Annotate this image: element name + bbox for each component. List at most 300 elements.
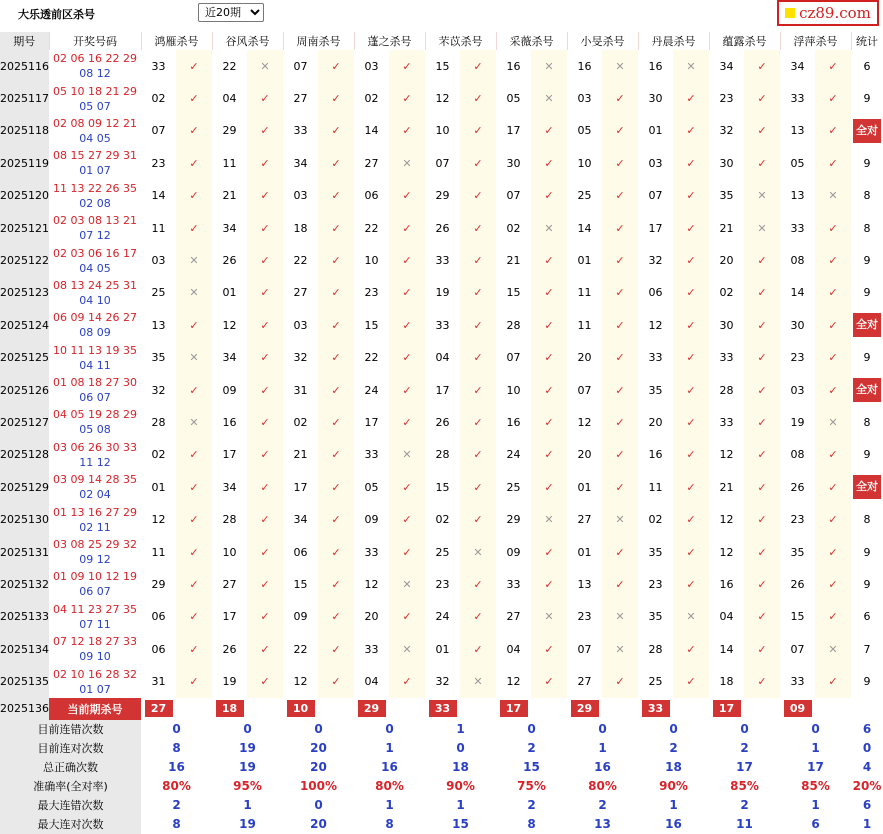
kill-number: 01 bbox=[567, 471, 602, 503]
summary-value: 19 bbox=[239, 817, 256, 832]
current-kill-number: 09 bbox=[784, 700, 812, 717]
table-row bbox=[0, 309, 883, 341]
kill-number: 01 bbox=[567, 536, 602, 568]
summary-value: 0 bbox=[385, 722, 394, 737]
check-icon: ✓ bbox=[318, 147, 354, 179]
check-icon: ✓ bbox=[176, 180, 212, 212]
summary-value: 1 bbox=[385, 741, 394, 756]
draw-numbers-cell bbox=[49, 471, 141, 503]
kill-number: 07 bbox=[496, 342, 531, 374]
cross-icon: ✕ bbox=[176, 342, 212, 374]
table-row bbox=[0, 471, 883, 503]
current-kill-number: 29 bbox=[571, 700, 599, 717]
current-kill-spacer bbox=[815, 698, 851, 720]
check-icon: ✓ bbox=[389, 244, 425, 276]
check-icon: ✓ bbox=[815, 115, 851, 147]
check-icon: ✓ bbox=[815, 244, 851, 276]
check-icon: ✓ bbox=[389, 503, 425, 535]
check-icon: ✓ bbox=[389, 536, 425, 568]
check-icon: ✓ bbox=[460, 503, 496, 535]
all-correct-badge: 全对 bbox=[853, 475, 881, 499]
kill-number: 33 bbox=[780, 665, 815, 697]
current-kill-cell bbox=[709, 698, 744, 720]
kill-number: 32 bbox=[638, 244, 673, 276]
kill-number: 28 bbox=[638, 633, 673, 665]
kill-number: 35 bbox=[638, 374, 673, 406]
kill-number: 15 bbox=[354, 309, 389, 341]
check-icon: ✓ bbox=[460, 244, 496, 276]
current-kill-cell bbox=[638, 698, 673, 720]
draw-numbers-cell bbox=[49, 115, 141, 147]
kill-number: 12 bbox=[496, 665, 531, 697]
check-icon: ✓ bbox=[176, 212, 212, 244]
check-icon: ✓ bbox=[389, 277, 425, 309]
check-icon: ✓ bbox=[673, 536, 709, 568]
check-icon: ✓ bbox=[673, 277, 709, 309]
kill-number: 06 bbox=[141, 633, 176, 665]
draw-back-numbers: 05 07 bbox=[79, 99, 111, 113]
draw-numbers-cell bbox=[49, 50, 141, 82]
check-icon: ✓ bbox=[460, 601, 496, 633]
check-icon: ✓ bbox=[176, 115, 212, 147]
check-icon: ✓ bbox=[389, 309, 425, 341]
kill-number: 05 bbox=[567, 115, 602, 147]
summary-row bbox=[0, 815, 883, 834]
draw-numbers-cell bbox=[49, 147, 141, 179]
kill-number: 25 bbox=[567, 180, 602, 212]
period-cell: 2025118 bbox=[0, 115, 49, 147]
kill-number: 23 bbox=[567, 601, 602, 633]
kill-number: 23 bbox=[141, 147, 176, 179]
kill-number: 23 bbox=[780, 342, 815, 374]
kill-number: 33 bbox=[354, 439, 389, 471]
header-predictor: 小旻杀号 bbox=[567, 32, 638, 50]
kill-number: 01 bbox=[425, 633, 460, 665]
kill-number: 11 bbox=[638, 471, 673, 503]
kill-number: 21 bbox=[709, 212, 744, 244]
check-icon: ✓ bbox=[744, 374, 780, 406]
period-cell: 2025122 bbox=[0, 244, 49, 276]
period-select[interactable] bbox=[198, 3, 264, 22]
check-icon: ✓ bbox=[815, 503, 851, 535]
check-icon: ✓ bbox=[815, 82, 851, 114]
check-icon: ✓ bbox=[602, 536, 638, 568]
cross-icon: ✕ bbox=[602, 503, 638, 535]
kill-number: 31 bbox=[283, 374, 318, 406]
kill-number: 30 bbox=[709, 147, 744, 179]
cross-icon: ✕ bbox=[602, 633, 638, 665]
draw-back-numbers: 02 08 bbox=[79, 196, 111, 210]
kill-number: 20 bbox=[709, 244, 744, 276]
check-icon: ✓ bbox=[318, 212, 354, 244]
check-icon: ✓ bbox=[531, 115, 567, 147]
kill-number: 32 bbox=[425, 665, 460, 697]
kill-number: 03 bbox=[567, 82, 602, 114]
table-row bbox=[0, 536, 883, 568]
summary-row bbox=[0, 758, 883, 777]
kill-number: 35 bbox=[638, 601, 673, 633]
period-cell: 2025119 bbox=[0, 147, 49, 179]
summary-value: 90% bbox=[659, 779, 688, 794]
kill-number: 27 bbox=[283, 277, 318, 309]
draw-numbers-cell bbox=[49, 503, 141, 535]
stat-cell: 9 bbox=[863, 351, 871, 365]
period-cell: 2025116 bbox=[0, 50, 49, 82]
kill-number: 31 bbox=[141, 665, 176, 697]
kill-number: 09 bbox=[283, 601, 318, 633]
check-icon: ✓ bbox=[247, 439, 283, 471]
kill-number: 28 bbox=[709, 374, 744, 406]
check-icon: ✓ bbox=[318, 309, 354, 341]
summary-value: 16 bbox=[381, 760, 398, 775]
draw-front-numbers: 08 13 24 25 31 bbox=[53, 278, 137, 292]
current-kill-label: 当前期杀号 bbox=[49, 698, 141, 720]
cross-icon: ✕ bbox=[815, 633, 851, 665]
check-icon: ✓ bbox=[460, 50, 496, 82]
kill-number: 17 bbox=[496, 115, 531, 147]
check-icon: ✓ bbox=[602, 82, 638, 114]
kill-number: 07 bbox=[567, 633, 602, 665]
kill-number: 33 bbox=[709, 406, 744, 438]
check-icon: ✓ bbox=[744, 536, 780, 568]
check-icon: ✓ bbox=[673, 503, 709, 535]
check-icon: ✓ bbox=[744, 115, 780, 147]
summary-value: 17 bbox=[807, 760, 824, 775]
draw-back-numbers: 08 09 bbox=[79, 326, 111, 340]
kill-number: 33 bbox=[425, 244, 460, 276]
kill-number: 16 bbox=[638, 439, 673, 471]
check-icon: ✓ bbox=[673, 568, 709, 600]
check-icon: ✓ bbox=[176, 82, 212, 114]
kill-number: 13 bbox=[780, 115, 815, 147]
check-icon: ✓ bbox=[389, 471, 425, 503]
draw-numbers-cell bbox=[49, 601, 141, 633]
check-icon: ✓ bbox=[744, 503, 780, 535]
current-kill-number: 27 bbox=[145, 700, 173, 717]
kill-number: 28 bbox=[425, 439, 460, 471]
check-icon: ✓ bbox=[602, 439, 638, 471]
draw-back-numbers: 04 05 bbox=[79, 261, 111, 275]
check-icon: ✓ bbox=[673, 82, 709, 114]
kill-number: 29 bbox=[212, 115, 247, 147]
check-icon: ✓ bbox=[176, 633, 212, 665]
current-kill-cell bbox=[567, 698, 602, 720]
kill-number: 26 bbox=[212, 633, 247, 665]
check-icon: ✓ bbox=[318, 342, 354, 374]
kill-number: 19 bbox=[212, 665, 247, 697]
kill-number: 30 bbox=[780, 309, 815, 341]
summary-label: 最大连错次数 bbox=[0, 796, 141, 815]
cross-icon: ✕ bbox=[815, 406, 851, 438]
period-cell: 2025133 bbox=[0, 601, 49, 633]
check-icon: ✓ bbox=[744, 406, 780, 438]
kill-number: 27 bbox=[212, 568, 247, 600]
check-icon: ✓ bbox=[460, 633, 496, 665]
check-icon: ✓ bbox=[247, 342, 283, 374]
cross-icon: ✕ bbox=[673, 50, 709, 82]
check-icon: ✓ bbox=[744, 277, 780, 309]
summary-value: 2 bbox=[527, 741, 536, 756]
kill-number: 23 bbox=[780, 503, 815, 535]
draw-numbers-cell bbox=[49, 277, 141, 309]
draw-front-numbers: 01 08 18 27 30 bbox=[53, 376, 137, 390]
check-icon: ✓ bbox=[176, 568, 212, 600]
draw-numbers-cell bbox=[49, 180, 141, 212]
draw-front-numbers: 07 12 18 27 33 bbox=[53, 635, 137, 649]
current-kill-number: 17 bbox=[713, 700, 741, 717]
stat-cell: 9 bbox=[863, 156, 871, 170]
draw-numbers-cell bbox=[49, 536, 141, 568]
kill-number: 03 bbox=[638, 147, 673, 179]
check-icon: ✓ bbox=[176, 309, 212, 341]
draw-front-numbers: 02 10 16 28 32 bbox=[53, 667, 137, 681]
draw-numbers-cell bbox=[49, 309, 141, 341]
kill-number: 12 bbox=[141, 503, 176, 535]
summary-label: 准确率(全对率) bbox=[0, 777, 141, 796]
kill-number: 09 bbox=[496, 536, 531, 568]
kill-number: 17 bbox=[212, 439, 247, 471]
cross-icon: ✕ bbox=[531, 212, 567, 244]
cross-icon: ✕ bbox=[389, 147, 425, 179]
kill-number: 35 bbox=[780, 536, 815, 568]
summary-value: 15 bbox=[452, 817, 469, 832]
summary-row bbox=[0, 720, 883, 739]
kill-number: 15 bbox=[425, 471, 460, 503]
kill-number: 01 bbox=[567, 244, 602, 276]
summary-row bbox=[0, 796, 883, 815]
summary-value: 2 bbox=[598, 798, 607, 813]
check-icon: ✓ bbox=[318, 601, 354, 633]
site-logo[interactable] bbox=[777, 0, 879, 26]
kill-number: 05 bbox=[780, 147, 815, 179]
period-cell: 2025132 bbox=[0, 568, 49, 600]
check-icon: ✓ bbox=[247, 277, 283, 309]
check-icon: ✓ bbox=[389, 374, 425, 406]
header-predictor: 周南杀号 bbox=[283, 32, 354, 50]
draw-numbers-cell bbox=[49, 633, 141, 665]
kill-number: 09 bbox=[212, 374, 247, 406]
summary-value: 95% bbox=[233, 779, 262, 794]
summary-value: 80% bbox=[375, 779, 404, 794]
kill-number: 03 bbox=[283, 309, 318, 341]
kill-number: 05 bbox=[354, 471, 389, 503]
summary-value: 6 bbox=[811, 817, 820, 832]
summary-row bbox=[0, 777, 883, 796]
period-cell: 2025124 bbox=[0, 309, 49, 341]
check-icon: ✓ bbox=[815, 342, 851, 374]
check-icon: ✓ bbox=[531, 439, 567, 471]
kill-number: 23 bbox=[638, 568, 673, 600]
stat-cell: 7 bbox=[863, 642, 871, 656]
period-cell: 2025129 bbox=[0, 471, 49, 503]
draw-front-numbers: 05 10 18 21 29 bbox=[53, 84, 137, 98]
table-header-row bbox=[0, 32, 883, 50]
header-predictor: 浮萍杀号 bbox=[780, 32, 851, 50]
draw-front-numbers: 11 13 22 26 35 bbox=[53, 181, 137, 195]
draw-back-numbers: 04 05 bbox=[79, 131, 111, 145]
period-cell: 2025117 bbox=[0, 82, 49, 114]
summary-value: 2 bbox=[669, 741, 678, 756]
kill-number: 13 bbox=[141, 309, 176, 341]
summary-value: 16 bbox=[594, 760, 611, 775]
kill-number: 26 bbox=[425, 212, 460, 244]
kill-number: 24 bbox=[425, 601, 460, 633]
kill-number: 18 bbox=[709, 665, 744, 697]
table-row bbox=[0, 374, 883, 406]
check-icon: ✓ bbox=[247, 82, 283, 114]
draw-numbers-cell bbox=[49, 82, 141, 114]
kill-number: 08 bbox=[780, 439, 815, 471]
summary-value: 1 bbox=[598, 741, 607, 756]
period-cell: 2025135 bbox=[0, 665, 49, 697]
summary-total: 0 bbox=[862, 741, 872, 756]
kill-number: 29 bbox=[496, 503, 531, 535]
kill-number: 07 bbox=[141, 115, 176, 147]
summary-label: 目前连对次数 bbox=[0, 739, 141, 758]
check-icon: ✓ bbox=[176, 471, 212, 503]
current-stat-empty bbox=[851, 698, 883, 720]
check-icon: ✓ bbox=[176, 665, 212, 697]
kill-number: 07 bbox=[425, 147, 460, 179]
summary-value: 16 bbox=[665, 817, 682, 832]
header-predictor: 丹晨杀号 bbox=[638, 32, 709, 50]
draw-back-numbers: 07 12 bbox=[79, 229, 111, 243]
check-icon: ✓ bbox=[531, 147, 567, 179]
summary-value: 0 bbox=[243, 722, 252, 737]
kill-number: 33 bbox=[141, 50, 176, 82]
check-icon: ✓ bbox=[460, 374, 496, 406]
check-icon: ✓ bbox=[602, 568, 638, 600]
check-icon: ✓ bbox=[389, 180, 425, 212]
kill-number: 27 bbox=[496, 601, 531, 633]
kill-number: 24 bbox=[496, 439, 531, 471]
current-kill-cell bbox=[354, 698, 389, 720]
check-icon: ✓ bbox=[460, 309, 496, 341]
current-kill-spacer bbox=[531, 698, 567, 720]
draw-back-numbers: 02 11 bbox=[79, 520, 111, 534]
table-row bbox=[0, 406, 883, 438]
check-icon: ✓ bbox=[460, 342, 496, 374]
table-row bbox=[0, 601, 883, 633]
check-icon: ✓ bbox=[247, 374, 283, 406]
kill-number: 21 bbox=[709, 471, 744, 503]
summary-value: 2 bbox=[740, 741, 749, 756]
summary-value: 0 bbox=[669, 722, 678, 737]
kill-number: 26 bbox=[212, 244, 247, 276]
kill-number: 02 bbox=[141, 82, 176, 114]
kill-number: 10 bbox=[496, 374, 531, 406]
kill-number: 30 bbox=[496, 147, 531, 179]
summary-value: 80% bbox=[162, 779, 191, 794]
check-icon: ✓ bbox=[602, 180, 638, 212]
summary-value: 18 bbox=[452, 760, 469, 775]
kill-number: 16 bbox=[496, 50, 531, 82]
summary-value: 2 bbox=[740, 798, 749, 813]
check-icon: ✓ bbox=[389, 665, 425, 697]
check-icon: ✓ bbox=[531, 406, 567, 438]
check-icon: ✓ bbox=[531, 568, 567, 600]
kill-number: 02 bbox=[638, 503, 673, 535]
stat-cell: 8 bbox=[863, 513, 871, 527]
current-kill-cell bbox=[425, 698, 460, 720]
check-icon: ✓ bbox=[602, 471, 638, 503]
cross-icon: ✕ bbox=[602, 601, 638, 633]
check-icon: ✓ bbox=[815, 601, 851, 633]
kill-number: 20 bbox=[354, 601, 389, 633]
kill-number: 03 bbox=[283, 180, 318, 212]
check-icon: ✓ bbox=[602, 212, 638, 244]
draw-front-numbers: 02 08 09 12 21 bbox=[53, 116, 137, 130]
check-icon: ✓ bbox=[460, 406, 496, 438]
summary-value: 11 bbox=[736, 817, 753, 832]
summary-value: 0 bbox=[314, 798, 323, 813]
summary-value: 13 bbox=[594, 817, 611, 832]
current-kill-number: 10 bbox=[287, 700, 315, 717]
period-cell: 2025123 bbox=[0, 277, 49, 309]
check-icon: ✓ bbox=[815, 471, 851, 503]
current-period-cell: 2025136 bbox=[0, 698, 49, 720]
cross-icon: ✕ bbox=[176, 406, 212, 438]
cross-icon: ✕ bbox=[176, 277, 212, 309]
all-correct-badge: 全对 bbox=[853, 313, 881, 337]
header-predictor: 蕴露杀号 bbox=[709, 32, 780, 50]
check-icon: ✓ bbox=[176, 439, 212, 471]
check-icon: ✓ bbox=[531, 277, 567, 309]
check-icon: ✓ bbox=[247, 212, 283, 244]
summary-value: 15 bbox=[523, 760, 540, 775]
check-icon: ✓ bbox=[176, 536, 212, 568]
current-kill-cell bbox=[496, 698, 531, 720]
kill-number: 02 bbox=[283, 406, 318, 438]
kill-number: 21 bbox=[283, 439, 318, 471]
check-icon: ✓ bbox=[389, 601, 425, 633]
kill-number: 33 bbox=[425, 309, 460, 341]
kill-number: 10 bbox=[567, 147, 602, 179]
cross-icon: ✕ bbox=[531, 82, 567, 114]
kill-number: 20 bbox=[567, 342, 602, 374]
kill-number: 02 bbox=[425, 503, 460, 535]
draw-numbers-cell bbox=[49, 568, 141, 600]
check-icon: ✓ bbox=[815, 50, 851, 82]
kill-number: 28 bbox=[141, 406, 176, 438]
kill-number: 33 bbox=[354, 633, 389, 665]
check-icon: ✓ bbox=[673, 244, 709, 276]
page-title: 大乐透前区杀号 bbox=[18, 8, 95, 21]
check-icon: ✓ bbox=[602, 406, 638, 438]
table-row bbox=[0, 277, 883, 309]
all-correct-badge: 全对 bbox=[853, 119, 881, 143]
draw-numbers-cell bbox=[49, 212, 141, 244]
kill-number: 07 bbox=[780, 633, 815, 665]
check-icon: ✓ bbox=[531, 374, 567, 406]
header-predictor: 采薇杀号 bbox=[496, 32, 567, 50]
kill-number: 12 bbox=[283, 665, 318, 697]
cross-icon: ✕ bbox=[531, 601, 567, 633]
check-icon: ✓ bbox=[318, 82, 354, 114]
kill-number: 11 bbox=[567, 277, 602, 309]
draw-numbers-cell bbox=[49, 665, 141, 697]
summary-value: 0 bbox=[740, 722, 749, 737]
check-icon: ✓ bbox=[602, 115, 638, 147]
all-correct-badge: 全对 bbox=[853, 378, 881, 402]
kill-number: 21 bbox=[212, 180, 247, 212]
kill-number: 27 bbox=[354, 147, 389, 179]
draw-back-numbers: 09 10 bbox=[79, 650, 111, 664]
draw-front-numbers: 01 09 10 12 19 bbox=[53, 570, 137, 584]
table-row bbox=[0, 633, 883, 665]
draw-front-numbers: 03 06 26 30 33 bbox=[53, 440, 137, 454]
check-icon: ✓ bbox=[460, 115, 496, 147]
